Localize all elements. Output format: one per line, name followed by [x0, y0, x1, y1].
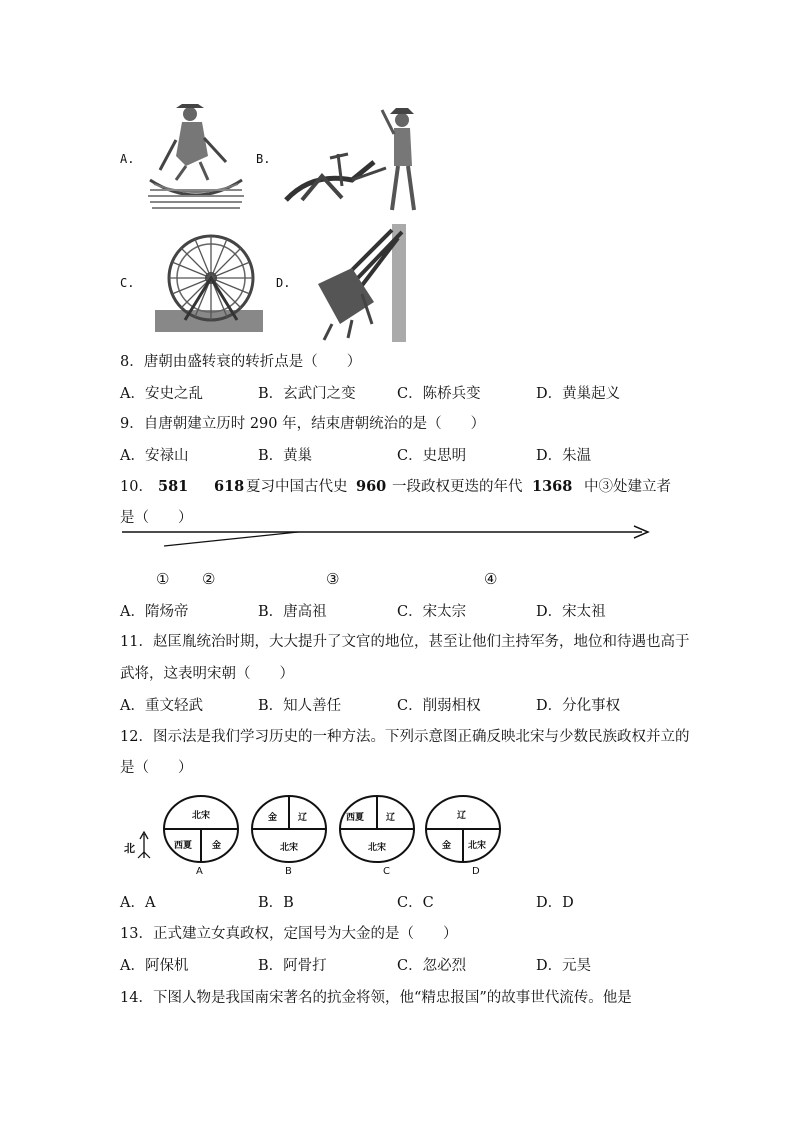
curved-plough-icon — [312, 224, 408, 342]
q7-option-b-letter: B. — [256, 152, 271, 166]
boat-rowing-icon — [146, 100, 246, 215]
q13-option-a[interactable]: A．阿保机 — [120, 958, 189, 974]
q13-stem: 13．正式建立女真政权，定国号为大金的是（ ） — [120, 926, 458, 942]
q10-year-960: 960 — [356, 478, 387, 495]
north-arrow — [120, 828, 154, 862]
q9-option-d[interactable]: D．朱温 — [536, 448, 592, 464]
pie-b-bottom: 北宋 — [280, 843, 299, 853]
pie-c-right: 辽 — [386, 813, 396, 823]
pie-a-caption: A — [196, 866, 203, 877]
q12-option-d[interactable]: D．D — [536, 895, 574, 911]
q10-marker-3: ③ — [326, 570, 340, 588]
pie-diagram-d — [422, 792, 504, 866]
q11-option-b[interactable]: B．知人善任 — [258, 698, 342, 714]
q9-stem: 9．自唐朝建立历时 290 年，结束唐朝统治的是（ ） — [120, 416, 486, 432]
q7-option-c-letter: C. — [120, 276, 135, 290]
pie-b-right: 辽 — [298, 813, 308, 823]
q12-option-b[interactable]: B．B — [258, 895, 294, 911]
pie-b-left: 金 — [268, 813, 278, 823]
q10-marker-1: ① — [156, 570, 170, 588]
pie-d-top: 辽 — [457, 811, 467, 821]
pie-diagram-c — [336, 792, 418, 866]
pie-a-left: 西夏 — [174, 841, 193, 851]
pie-d-caption: D — [472, 866, 480, 877]
q10-option-b[interactable]: B．唐高祖 — [258, 604, 327, 620]
pie-c-left: 西夏 — [346, 813, 365, 823]
q12-line1: 12．图示法是我们学习历史的一种方法。下列示意图正确反映北宋与少数民族政权并立的 — [120, 729, 690, 745]
q10-fragment-1: 夏习中国古代史 — [246, 479, 348, 495]
q8-stem: 8．唐朝由盛转衰的转折点是（ ） — [120, 354, 362, 370]
q10-marker-2: ② — [202, 570, 216, 588]
q10-number: 10． — [120, 479, 153, 495]
q7-option-a-letter: A. — [120, 152, 135, 166]
water-wheel-icon — [155, 226, 265, 334]
q10-option-a[interactable]: A．隋炀帝 — [120, 604, 189, 620]
q8-option-a[interactable]: A．安史之乱 — [120, 386, 203, 402]
q10-option-c[interactable]: C．宋太宗 — [397, 604, 467, 620]
pie-b-caption: B — [285, 866, 292, 877]
q12-option-c[interactable]: C．C — [397, 895, 434, 911]
q11-line1: 11．赵匡胤统治时期，大大提升了文官的地位，甚至让他们主持军务，地位和待遇也高于 — [120, 634, 690, 650]
q11-line2: 武将，这表明宋朝（ ） — [120, 666, 294, 682]
q9-option-a[interactable]: A．安禄山 — [120, 448, 189, 464]
q10-option-d[interactable]: D．宋太祖 — [536, 604, 606, 620]
q10-fragment-2: 一段政权更迭的年代 — [392, 479, 523, 495]
q13-option-c[interactable]: C．忽必烈 — [397, 958, 467, 974]
q10-year-581: 581 — [158, 478, 189, 495]
q9-option-c[interactable]: C．史思明 — [397, 448, 467, 464]
q10-fragment-3: 中③处建立者 — [584, 479, 671, 495]
pie-diagram-a — [160, 792, 242, 866]
q11-option-d[interactable]: D．分化事权 — [536, 698, 621, 714]
q10-year-618: 618 — [214, 478, 245, 495]
q12-option-a[interactable]: A．A — [120, 895, 156, 911]
pie-a-top: 北宋 — [192, 811, 211, 821]
pie-d-right: 北宋 — [468, 841, 487, 851]
q13-option-d[interactable]: D．元昊 — [536, 958, 592, 974]
q8-option-b[interactable]: B．玄武门之变 — [258, 386, 356, 402]
q13-option-b[interactable]: B．阿骨打 — [258, 958, 327, 974]
q11-option-a[interactable]: A．重文轻武 — [120, 698, 203, 714]
pie-c-caption: C — [383, 866, 390, 877]
pie-diagram-b — [248, 792, 330, 866]
q14-stem: 14．下图人物是我国南宋著名的抗金将领，他“精忠报国”的故事世代流传。他是 — [120, 990, 632, 1006]
plough-farmer-icon — [282, 102, 420, 214]
north-label: 北 — [124, 842, 135, 855]
q12-line2: 是（ ） — [120, 760, 193, 776]
q9-option-b[interactable]: B．黄巢 — [258, 448, 313, 464]
q10-marker-4: ④ — [484, 570, 498, 588]
q10-timeline — [118, 522, 654, 552]
pie-d-left: 金 — [442, 841, 452, 851]
pie-c-bottom: 北宋 — [368, 843, 387, 853]
q10-line2: 是（ ） — [120, 510, 193, 526]
q8-option-d[interactable]: D．黄巢起义 — [536, 386, 621, 402]
q11-option-c[interactable]: C．削弱相权 — [397, 698, 481, 714]
q10-year-1368: 1368 — [532, 478, 573, 495]
q7-option-d-letter: D. — [276, 276, 291, 290]
q8-option-c[interactable]: C．陈桥兵变 — [397, 386, 481, 402]
pie-a-right: 金 — [212, 841, 222, 851]
